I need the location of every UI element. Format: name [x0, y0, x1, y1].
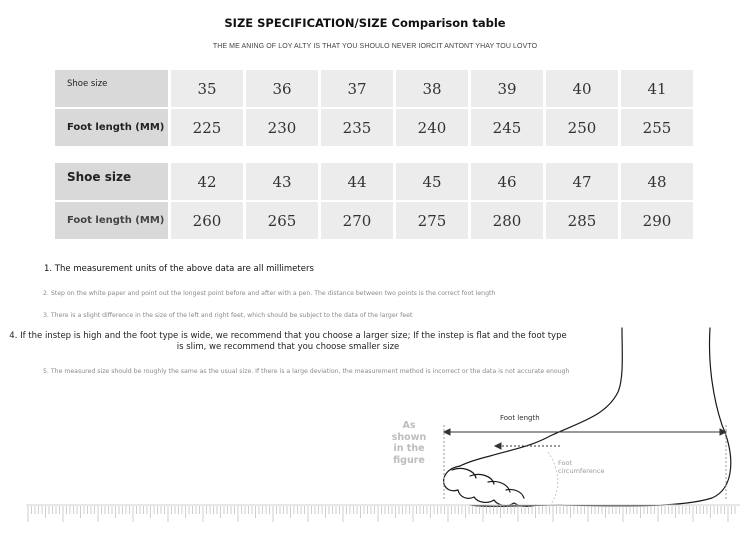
page-title: SIZE SPECIFICATION/SIZE Comparison table: [224, 16, 506, 30]
foot-length-cell: 225: [171, 109, 243, 146]
foot-length-cell: 280: [471, 202, 543, 239]
foot-length-cell: 250: [546, 109, 618, 146]
foot-length-cell: 255: [621, 109, 693, 146]
foot-length-cell: 270: [321, 202, 393, 239]
shoe-size-cell: 44: [321, 163, 393, 200]
row-header: Foot length (MM): [55, 109, 168, 146]
foot-length-cell: 275: [396, 202, 468, 239]
row-header: Shoe size: [55, 70, 168, 107]
foot-length-cell: 260: [171, 202, 243, 239]
note-1: 1. The measurement units of the above data are all millimeters: [44, 264, 314, 274]
shoe-size-cell: 45: [396, 163, 468, 200]
row-header: Shoe size: [55, 163, 168, 200]
foot-length-cell: 265: [246, 202, 318, 239]
foot-length-cell: 240: [396, 109, 468, 146]
shoe-size-cell: 43: [246, 163, 318, 200]
note-3: 3. There is a slight difference in the size of the left and right feet, which should be subject to the data of the larger feet: [43, 312, 413, 319]
foot-length-cell: 245: [471, 109, 543, 146]
foot-length-cell: 285: [546, 202, 618, 239]
note-2: 2. Step on the white paper and point out the longest point before and after with a pen. The distance between two points is the correct foot length: [43, 290, 496, 297]
foot-length-label: Foot length: [500, 414, 540, 422]
shoe-size-cell: 41: [621, 70, 693, 107]
shoe-size-cell: 39: [471, 70, 543, 107]
foot-length-cell: 235: [321, 109, 393, 146]
row-header: Foot length (MM): [55, 202, 168, 239]
circumference-curve: [548, 452, 558, 508]
foot-length-cell: 230: [246, 109, 318, 146]
ruler: [26, 505, 740, 522]
foot-circumference-label: Foot circumference: [558, 459, 605, 475]
shoe-size-cell: 36: [246, 70, 318, 107]
shoe-size-cell: 48: [621, 163, 693, 200]
shoe-size-cell: 40: [546, 70, 618, 107]
note-4: 4. If the instep is high and the foot type is wide, we recommend that you choose a larger size; If the instep is flat and the foot type is slim, we recommend that you choose smaller size: [9, 331, 567, 352]
page-subtitle: THE ME ANING OF LOY ALTY IS THAT YOU SHOULO NEVER IORCIT ANTONT YHAY TOU LOVTO: [212, 43, 538, 50]
shoe-size-cell: 42: [171, 163, 243, 200]
note-5: 5. The measured size should be roughly the same as the usual size. If there is a large deviation, the measurement method is incorrect or the data is not accurate enough: [43, 368, 570, 375]
shoe-size-cell: 38: [396, 70, 468, 107]
shoe-size-cell: 47: [546, 163, 618, 200]
as-shown-label: As shown in the figure: [391, 420, 427, 466]
shoe-size-cell: 35: [171, 70, 243, 107]
circumference-arrow: [495, 443, 560, 449]
shoe-size-cell: 46: [471, 163, 543, 200]
foot-length-cell: 290: [621, 202, 693, 239]
foot-outline-icon: [444, 328, 731, 506]
shoe-size-cell: 37: [321, 70, 393, 107]
